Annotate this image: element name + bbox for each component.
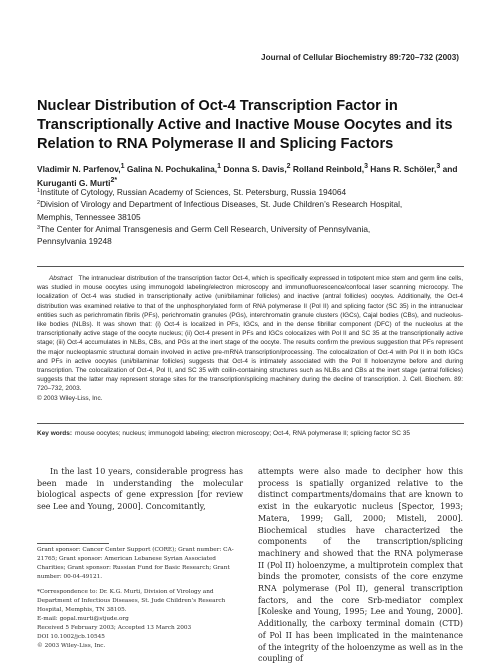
- author-list: [37, 161, 462, 189]
- author: Donna S. Davis,$^2$: [223, 163, 291, 174]
- keywords-text: mouse oocytes; nucleus; immunogold labeling; electron microscopy; Oct-4, RNA polymerase II; splicing factor SC 35: [75, 430, 410, 437]
- copyright-footnote: © 2003 Wiley-Liss, Inc.: [37, 643, 106, 650]
- grant-footnote: Grant sponsor: Cancer Center Support (CORE); Grant number: CA-21765; Grant sponsor: American Lebanese Syrian Associated Charities; Grant sponsor: Russian Fund for Basic Research; Grant number: 00-04-49121.: [37, 547, 234, 581]
- abstract: [37, 274, 463, 403]
- abstract-heading: Abstract: [49, 275, 73, 282]
- abstract-copyright: © 2003 Wiley-Liss, Inc.: [37, 394, 103, 402]
- received-footnote: Received 5 February 2003; Accepted 13 March 2003: [37, 625, 192, 632]
- author: and Kuruganti G. Murti$^{2*}$: [37, 163, 458, 188]
- body-column-right: [258, 466, 463, 665]
- abstract-top-rule: [37, 266, 464, 267]
- author: Hans R. Schöler,$^3$: [370, 163, 441, 174]
- affiliation: $^1$Institute of Cytology, Russian Academy of Sciences, St. Petersburg, Russia 194064: [37, 187, 347, 197]
- affiliation: $^3$The Center for Animal Transgenesis and Germ Cell Research, University of Pennsylvania, Pennsylvania 19248: [37, 223, 371, 247]
- doi-footnote: DOI 10.1002/jcb.10545: [37, 634, 105, 641]
- keywords-heading: Key words:: [37, 430, 73, 437]
- body-column-left: [37, 466, 243, 513]
- abstract-body: The intranuclear distribution of the transcription factor Oct-4, which is specifically expressed in totipotent mice stem and germ line cells, was studied in mouse oocytes using immunogold labeling/electron microscopy and immunofluorescence/confocal laser scanning microcopy. The localization of Oct-4 was studied in transcriptionally active (uni/bilaminar follicles) and inactive (antral follicles) oocytes. Additionally, the Oct-4 distribution was examined relative to that of the unphosphorylated form of RNA polymerase II (Pol II) and splicing factor (SC 35) in the intranuclear entities such as perichromatin fibrils (PFs), perichromatin granules (PGs), interchromatin granule clusters (IGCs), Cajal bodies (CBs), and nucleolus-like bodies (NLBs). It was shown that: (i) Oct-4 is localized in PFs, IGCs, and in the dense fibrillar component (DFC) of the nucleolus at the transcriptionally active stage of the oocyte nucleus; (ii) Oct-4 present in PFs and IGCs colocalizes with Pol II and SC 35 at the transcriptionally active stage; (iii) Oct-4 accumulates in NLBs, CBs, and PGs at the inert stage of the oocyte. The results confirm the previous suggestion that PFs represent the major nucleoplasmic structural domain involved in active pre-mRNA transcription/processing. The colocalization of Oct-4 with Pol II in both IGCs and PFs in active oocytes (uni/bilaminar follicles) suggests that Oct-4 is intimately associated with the Pol II holoenzyme before and during transcription. The colocalization of Oct-4, Pol II, and SC 35 with coilin-containing structures such as NLBs and CBs at the inert stage (antral follicles) suggests that the latter may represent storage sites for the transcription/splicing machinery during the decline of transcription. J. Cell. Biochem. 89: 720–732, 2003.: [37, 275, 463, 393]
- body-paragraph: In the last 10 years, considerable progress has been made in understanding the molecular biological aspects of gene expression [for review see Lee and Young, 2000]. Concomitantly,: [37, 467, 243, 512]
- author: Vladimir N. Parfenov,$^1$: [37, 163, 125, 174]
- affiliation: $^2$Division of Virology and Department of Infectious Diseases, St. Jude Children’s Research Hospital, Memphis, Tennessee 38105: [37, 199, 403, 222]
- author: Rolland Reinbold,$^3$: [292, 163, 368, 174]
- correspondence-footnote: *Correspondence to: Dr. K.G. Murti, Division of Virology and Department of Infectious Diseases, St. Jude Children’s Research Hospital, Memphis, TN 38105.: [37, 589, 226, 614]
- email-footnote: E-mail: gopal.murti@stjude.org: [37, 616, 129, 623]
- article-title: Nuclear Distribution of Oct-4 Transcription Factor in Transcriptionally Active and Inactive Mouse Oocytes and its Relation to RNA Polymerase II and Splicing Factors: [37, 98, 453, 152]
- keywords: [37, 429, 463, 438]
- journal-header: Journal of Cellular Biochemistry 89:720–732 (2003): [261, 53, 459, 62]
- body-paragraph: attempts were also made to decipher how this process is spatially organized relative to the distinct compartments/domains that are known to exist in the eukaryotic nucleus [Spector, 1993; Matera, 1999; Gall, 2000; Misteli, 2000]. Biochemical studies have characterized the components of the transcription/splicing machinery and showed that the RNA polymerase II (Pol II) holoenzyme, a multiprotein complex that binds the promoter, consists of the core enzyme RNA polymerase (Pol II), general transcription factors, and the core Srb-mediator complex [Koleske and Young, 1995; Lee and Young, 2000]. Additionally, the carboxy terminal domain (CTD) of Pol II has been implicated in the maintenance of the integrity of the holoenzyme as well as in the coupling of: [258, 467, 463, 664]
- keywords-rule: [37, 423, 464, 424]
- affiliations: [37, 186, 462, 247]
- author: Galina N. Pochukalina,$^1$: [126, 163, 222, 174]
- footnotes: [37, 546, 243, 652]
- footnote-rule: [37, 543, 109, 544]
